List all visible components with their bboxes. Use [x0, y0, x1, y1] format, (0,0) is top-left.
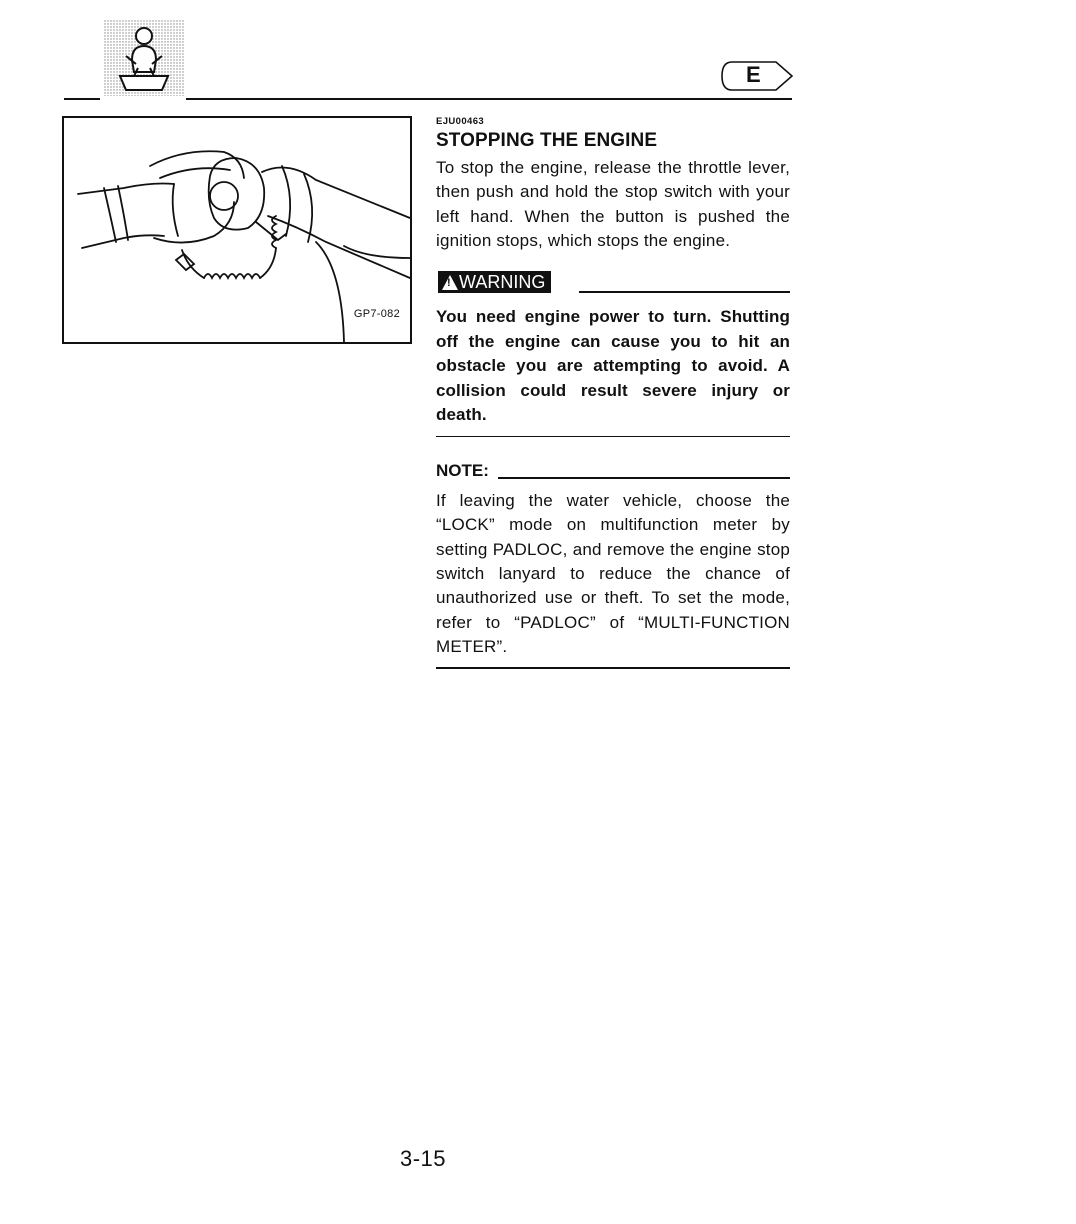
- warning-end-rule: [436, 436, 790, 438]
- warning-label: WARNING: [459, 272, 546, 293]
- note-header: [436, 459, 790, 485]
- main-column: [436, 116, 790, 669]
- warning-text: You need engine power to turn. Shutting off the engine can cause you to hit an obstacle you are attempting to avoid. A collision could result severe injury or death.: [436, 307, 790, 425]
- note-text: If leaving the water vehicle, choose the “LOCK” mode on multifunction meter by setting PADLOC, and remove the engine stop switch lanyard to reduce the chance of unauthorized use or theft. To set the mode, refer to “PADLOC” of “MULTI-FUNCTION METER”.: [436, 491, 790, 656]
- warning-rule: [579, 291, 790, 293]
- note-rule: [498, 477, 790, 479]
- note-label: NOTE:: [436, 461, 489, 481]
- note-end-rule: [436, 667, 790, 669]
- warning-label-box: [438, 271, 551, 293]
- figure-frame: [62, 116, 412, 344]
- jet-ski-rider-icon: [104, 20, 184, 102]
- warning-header: [436, 265, 790, 299]
- page-number: 3-15: [400, 1146, 447, 1171]
- section-body: To stop the engine, release the throttle lever, then push and hold the stop switch with your left hand. When the button is pushed the ignition stops, which stops the engine.: [436, 158, 790, 250]
- language-badge-letter: E: [746, 62, 761, 87]
- header-rule-gap: [100, 96, 186, 102]
- section-title: STOPPING THE ENGINE: [436, 130, 658, 151]
- warning-triangle-icon: [442, 275, 458, 290]
- figure-code: GP7-082: [353, 308, 400, 320]
- language-badge: [718, 56, 794, 96]
- section-ref-code: EJU00463: [436, 116, 485, 127]
